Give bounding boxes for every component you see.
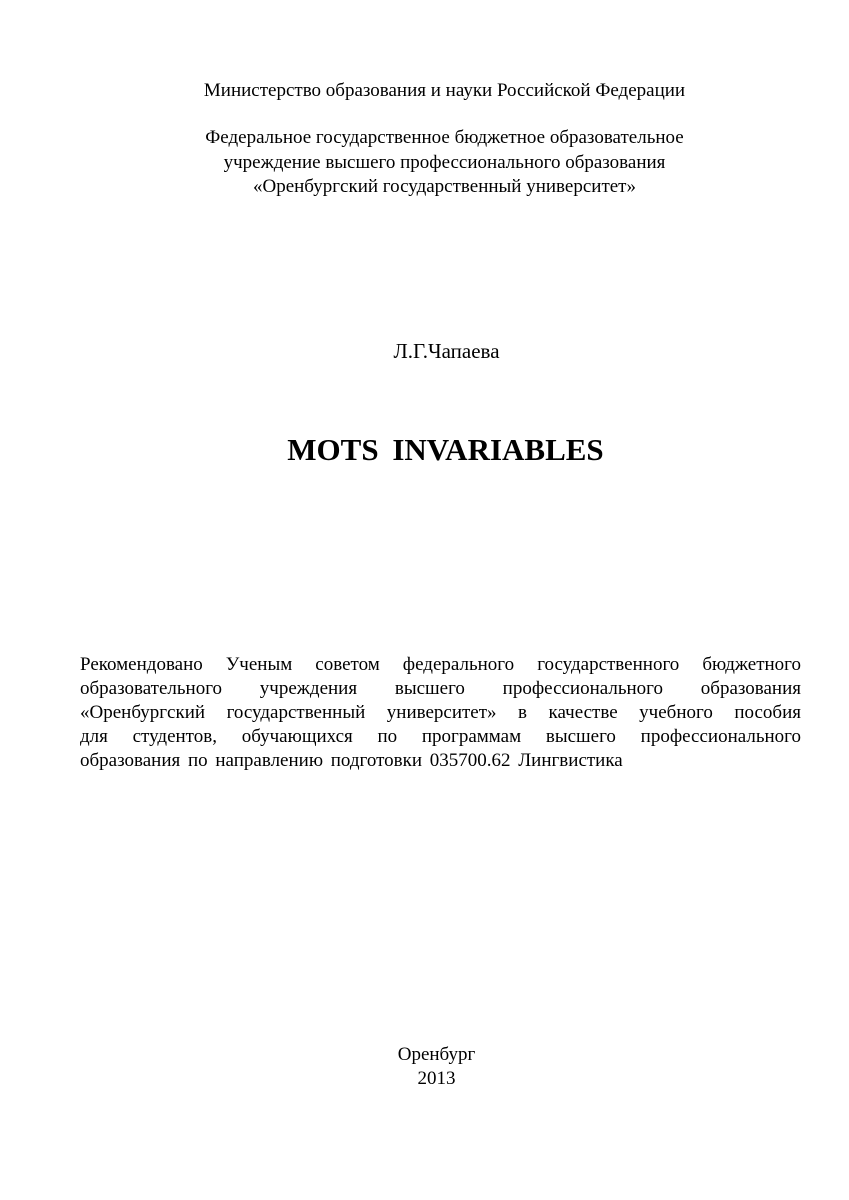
publication-city: Оренбург <box>397 1044 476 1065</box>
recommendation-block <box>80 653 801 773</box>
institution-line-3: «Оренбургский государственный университет» <box>252 176 636 197</box>
ministry-name: Министерство образования и науки Российской Федерации <box>203 80 686 101</box>
book-title: MOTS INVARIABLES <box>287 432 604 467</box>
recommendation-line: «Оренбургский государственный университет» в качестве учебного пособия <box>80 702 801 723</box>
recommendation-line: для студентов, обучающихся по программам высшего профессионального <box>80 726 801 747</box>
recommendation-line: образования по направлению подготовки 035700.62 Лингвистика <box>80 750 623 771</box>
institution-line-1: Федеральное государственное бюджетное образовательное <box>205 127 684 148</box>
publication-year: 2013 <box>417 1068 456 1089</box>
recommendation-line: образовательного учреждения высшего профессионального образования <box>80 678 801 699</box>
author-name: Л.Г.Чапаева <box>393 339 500 363</box>
recommendation-line: Рекомендовано Ученым советом федерального государственного бюджетного <box>80 654 801 675</box>
institution-line-2: учреждение высшего профессионального образования <box>223 152 666 173</box>
